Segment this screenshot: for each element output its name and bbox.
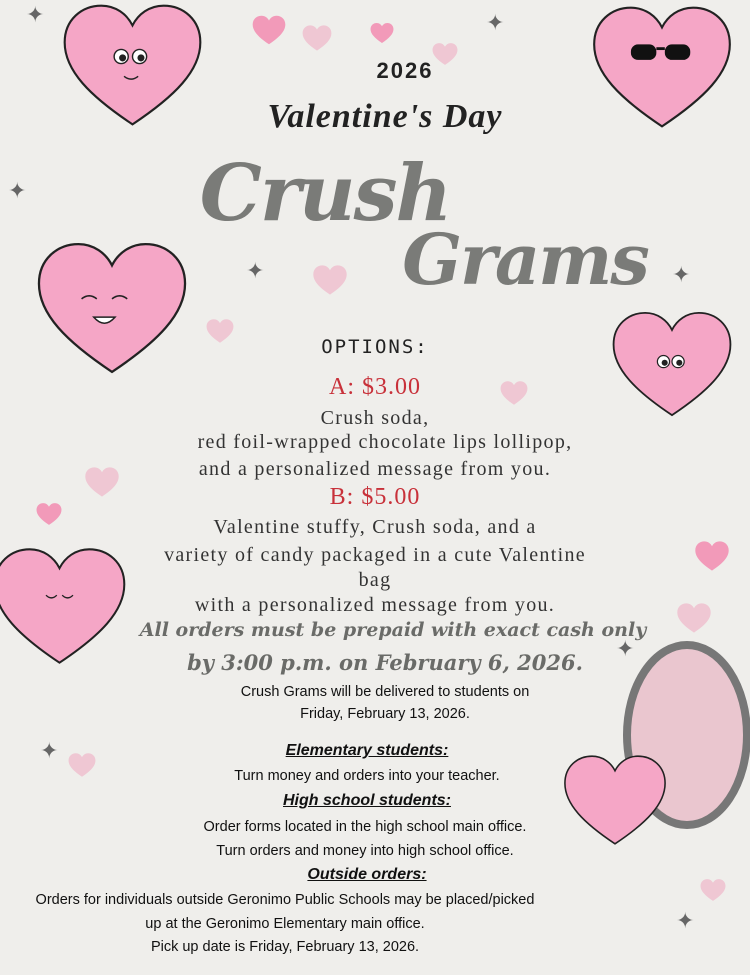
section-line: Turn money and orders into your teacher. xyxy=(234,768,500,784)
heart-sunglasses-icon xyxy=(582,2,742,132)
deadline-line: All orders must be prepaid with exact cash only xyxy=(139,619,647,641)
options-heading: OPTIONS: xyxy=(321,336,429,358)
heart-icon xyxy=(252,14,286,46)
option-a-line: Crush soda, xyxy=(320,407,430,429)
option-b-line: variety of candy packaged in a cute Valentine xyxy=(164,544,586,566)
heart-icon xyxy=(312,264,348,296)
section-heading-high-school: High school students: xyxy=(283,792,451,809)
heart-character-icon xyxy=(50,0,215,130)
sparkle-icon: ✦ xyxy=(672,262,691,287)
sparkle-icon: ✦ xyxy=(246,258,265,283)
delivery-line: Crush Grams will be delivered to students on xyxy=(240,684,530,700)
option-b-line: Valentine stuffy, Crush soda, and a xyxy=(213,516,537,538)
sparkle-icon: ✦ xyxy=(8,178,27,203)
subtitle: Valentine's Day xyxy=(267,98,503,135)
year-label: 2026 xyxy=(376,58,434,83)
heart-icon xyxy=(302,24,332,52)
sparkle-icon: ✦ xyxy=(676,908,695,933)
delivery-date: Friday, February 13, 2026. xyxy=(300,706,470,722)
option-a-line: and a personalized message from you. xyxy=(198,458,552,480)
section-line: Turn orders and money into high school office. xyxy=(216,843,514,859)
section-line: Order forms located in the high school main office. xyxy=(203,819,527,835)
option-a-line: red foil-wrapped chocolate lips lollipop, xyxy=(197,431,573,453)
sparkle-icon: ✦ xyxy=(40,738,59,763)
section-heading-elementary: Elementary students: xyxy=(285,742,449,759)
option-a-price: A: $3.00 xyxy=(329,374,421,400)
section-line: Orders for individuals outside Geronimo Public Schools may be placed/picked xyxy=(35,892,535,908)
section-line: up at the Geronimo Elementary main office. xyxy=(145,916,425,932)
sparkle-icon: ✦ xyxy=(486,10,505,35)
section-line: Pick up date is Friday, February 13, 2026. xyxy=(150,939,420,955)
sparkle-icon: ✦ xyxy=(616,636,635,661)
title-grams: Grams xyxy=(402,218,648,301)
deadline-date: by 3:00 p.m. on February 6, 2026. xyxy=(187,650,583,675)
heart-character-icon xyxy=(598,308,746,420)
title-crush: Crush xyxy=(199,148,451,239)
heart-icon xyxy=(370,22,394,44)
sparkle-icon: ✦ xyxy=(26,2,45,27)
option-b-line: with a personalized message from you. xyxy=(194,594,556,616)
section-heading-outside: Outside orders: xyxy=(307,866,427,883)
option-b-price: B: $5.00 xyxy=(329,484,421,510)
option-b-line: bag xyxy=(358,569,392,591)
